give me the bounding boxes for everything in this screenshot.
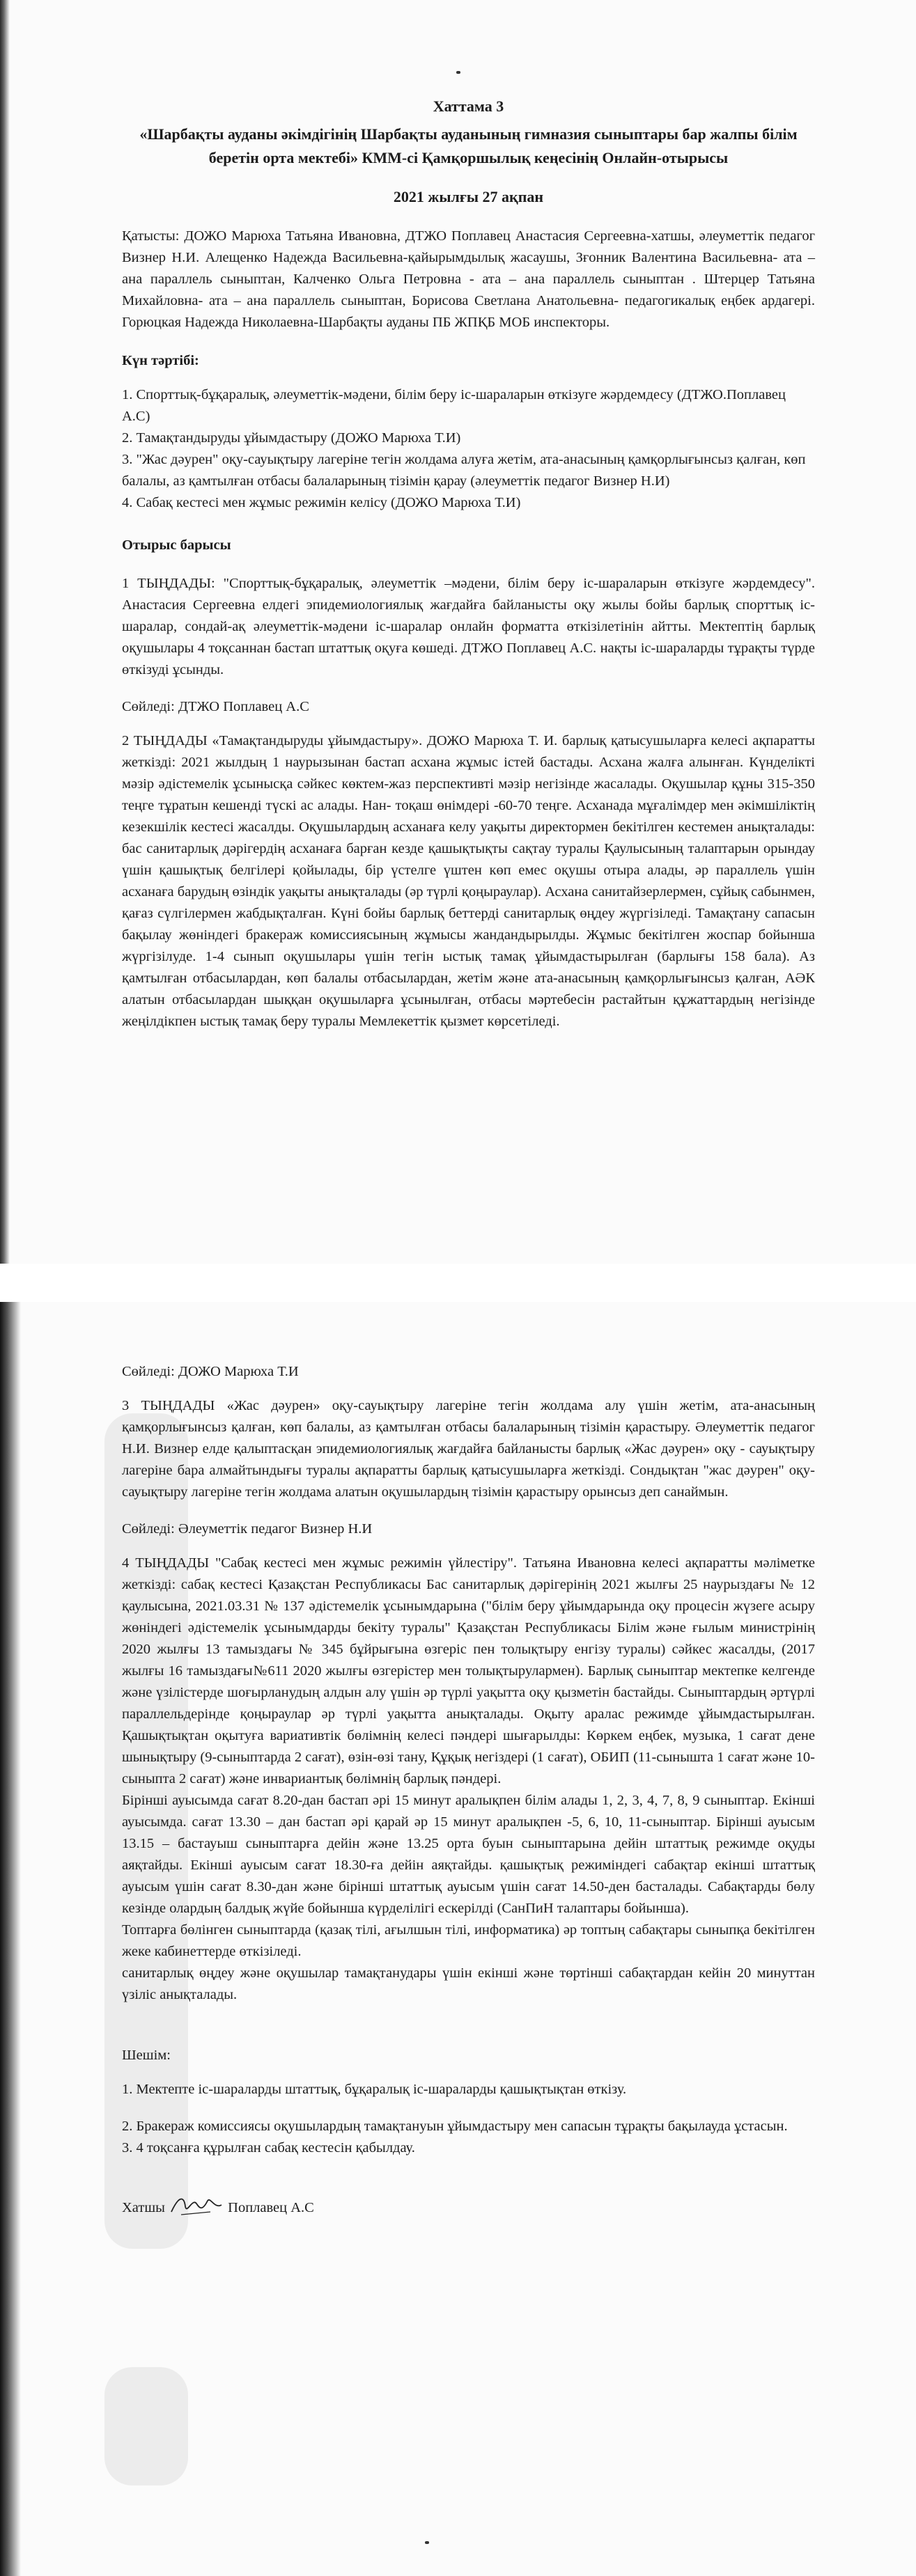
- document-page-2: [0, 1302, 916, 2576]
- agenda-item-4: 4. Сабақ кестесі мен жұмыс режимін келісу (ДОЖО Марюха Т.И): [122, 495, 521, 510]
- page-2-content: [122, 1361, 815, 2219]
- document-page-1: [0, 0, 916, 1264]
- proceedings-heading: Отырыс барысы: [122, 537, 231, 553]
- secretary-name: Поплавец А.С: [228, 2200, 314, 2215]
- agenda-heading: Күн тәртібі:: [122, 353, 199, 368]
- decision-heading: Шешім:: [122, 2048, 171, 2063]
- item-3-paragraph: 3 ТЫҢДАДЫ «Жас дәурен» оқу-сауықтыру лагеріне тегін жолдама алу үшін жетім, ата-анасының қамқорлығынсыз қалған, көп балалы, аз қамтылған отбасы балаларының тізімін қарастыру. Әлеуметтік педагог Н.И. Визнер елде қалыптасқан эпидемиологиялық жағдайға байланысты барлық «Жас дәурен» оқу - сауықтыру лагеріне бара алмайтындығы туралы ақпаратты барлық қатысушыларға жеткізді. Сондықтан "жас дәурен" оқу-сауықтыру лагеріне тегін жолдама алатын оқушылардың тізімін қарастыру орынсыз деп санаймын.: [122, 1398, 815, 1500]
- speaker-3: Сөйледі: Әлеуметтік педагог Визнер Н.И: [122, 1521, 373, 1537]
- decision-item-3: 3. 4 тоқсанға құрылған сабақ кестесін қабылдау.: [122, 2140, 415, 2155]
- meeting-date: 2021 жылғы 27 ақпан: [393, 188, 544, 205]
- page-gap: [0, 1264, 916, 1302]
- secretary-label: Хатшы: [122, 2200, 165, 2215]
- item-2-paragraph: 2 ТЫҢДАДЫ «Тамақтандыруды ұйымдастыру». ДОЖО Марюха Т. И. барлық қатысушыларға келесі ақпаратты жеткізді: 2021 жылдың 1 наурызынан бастап асхана жұмыс істей бастады. Асхана жалға алынған. Күнделікті мәзір әдістемелік ұсынысқа сәйкес көктем-жаз перспективті мәзір негізінде жасалады. Оқушылар құны 315-350 теңге тұратын кешенді түскі ас алады. Нан- тоқаш өнімдері -60-70 теңге. Асханада мұғалімдер мен әкімшіліктің кезекшілік кестесі жасалды. Оқушылардың асханаға келу уақыты директормен бекітілген кестемен анықталады: бас санитарлық дәрігердің асханаға барған кезде қашықтықты сақтау туралы Қаулысының талаптарын орындау үшін қашықтық белгілері қойылады, бір үстелге үштен көп емес оқушы отыра алады, әр параллель үшін асханаға барудың өзіндік уақыты анықталады (әр түрлі қоңыраулар). Асхана санитайзерлермен, сұйық сабынмен, қағаз сүлгілермен жабдықталған. Күні бойы барлық беттерді санитарлық өңдеу жүргізіледі. Тамақтану сапасын бақылау жөніндегі бракераж комиссиясының жұмысы жандандырылды. Жұмыс бекітілген жоспар бойынша жүргізілуде. 1-4 сынып оқушылары үшін тегін ыстық тамақ ұйымдастырылған (барлығы 158 бала). Аз қамтылған отбасылардан, көп балалы отбасылардан, жетім және ата-анасының қамқорлығынсыз қалған, АӘК алатын отбасылардан шыққан оқушыларға ұсынылған, отбасы мәртебесін растайтын құжаттардың негізінде жеңілдікпен ыстық тамақ беру туралы Мемлекеттік қызмет көрсетіледі.: [122, 733, 815, 1029]
- protocol-number: Хаттама 3: [433, 97, 504, 115]
- scan-smudge: [104, 2367, 188, 2485]
- decision-item-2: 2. Бракераж комиссиясы оқушылардың тамақтануын ұйымдастыру мен сапасын тұрақты бақылауда ұстасын.: [122, 2119, 788, 2134]
- handwritten-signature-icon: [169, 2191, 224, 2219]
- speaker-2: Сөйледі: ДОЖО Марюха Т.И: [122, 1364, 299, 1379]
- item-4-paragraph: 4 ТЫҢДАДЫ "Сабақ кестесі мен жұмыс режимін үйлестіру". Татьяна Ивановна келесі ақпаратты мәліметке жеткізді: сабақ кестесі Қазақстан Республикасы Бас санитарлық дәрігерінің 2021 жылғы 25 наурыздағы № 12 қаулысына, 2021.03.31 № 137 әдістемелік ұсынымдарына ("білім беру ұйымдарында оқу процесін жүзеге асыру жөніндегі әдістемелік ұсынымдарды бекіту туралы" Қазақстан Республикасы Білім және ғылым министрінің 2020 жылғы 13 тамыздағы № 345 бұйрығына өзгеріс пен толықтыру енгізу туралы) сәйкес жасалды, (2017 жылғы 16 тамыздағы№611 2020 жылғы өзгерістер мен толықтырулармен). Барлық сыныптар мектепке келгенде және үзілістерде шоғырланудың алдын алу үшін әр түрлі уақытта оқу қызметін бастайды. Сыныптардың әртүрлі параллельдерінде қоңыраулар әр түрлі уақытта анықталады. Оқыту аралас режимде ұйымдастырылған. Қашықтықтан оқытуға вариативтік бөлімнің келесі пәндері шығарылды: Көркем еңбек, музыка, 1 сағат дене шынықтыру (9-сыныптарда 2 сағат), өзін-өзі тану, Құқық негіздері (1 сағат), ОБИП (11-сынышта 1 сағат және 10-сыныпта 2 сағат) және инвариантық бөлімнің барлық пәндері. Бірінші ауысымда сағат 8.20-дан бастап әрі 15 минут аралықпен білім алады 1, 2, 3, 4, 7, 8, 9 сыныптар. Екінші ауысымда. сағат 13.30 – дан бастап әрі қарай әр 15 минут аралықпен -5, 6, 10, 11-сыныптар. Бірінші ауысым 13.15 – бастауыш сыныптарға дейін және 13.25 орта буын сыныптарына дейін штаттық режимде оқуды аяқтайды. Екінші ауысым сағат 18.30-ға дейін аяқтайды. қашықтық режиміндегі сабақтар екінші штаттық ауысым үшін сағат 8.30-дан және бірінші штаттық ауысым үшін сағат 14.50-ден басталады. Сабақтарды бөлу кезінде олардың балдық жүйе бойынша күрделілігі ескерілді (СанПиН талаптары бойынша). Топтарға бөлінген сыныптарда (қазақ тілі, ағылшын тілі, информатика) әр топтың сабақтары сыныпқа бекітілген жеке кабинеттерде өткізіледі. санитарлық өңдеу және оқушылар тамақтанудары үшін екінші және төртінші сабақтардан кейін 20 минуттан үзіліс анықталады.: [122, 1555, 815, 2002]
- agenda-item-1: 1. Спорттық-бұқаралық, әлеуметтік-мәдени, білім беру іс-шараларын өткізуге жәрдемдесу (ДТЖО.Поплавец А.С): [122, 387, 786, 424]
- item-1-paragraph: 1 ТЫҢДАДЫ: "Спорттық-бұқаралық, әлеуметтік –мәдени, білім беру іс-шараларын өткізуге жәрдемдесу". Анастасия Сергеевна елдегі эпидемиологиялық жағдайға байланысты оқу жылы бойы барлық спорттық іс-шаралар, сондай-ақ әлеуметтік-мәдени іс-шаралар онлайн форматта өткізілетінін айтты. Мектептің барлық оқушылары 4 тоқсаннан бастап штаттық оқуға көшеді. ДТЖО Поплавец А.С. нақты іс-шараларды тұрақты түрде өткізуді ұсынды.: [122, 576, 815, 677]
- speaker-1: Сөйледі: ДТЖО Поплавец А.С: [122, 699, 309, 714]
- scan-speck: [425, 2541, 429, 2544]
- attendees-paragraph: Қатысты: ДОЖО Марюха Татьяна Ивановна, ДТЖО Поплавец Анастасия Сергеевна-хатшы, әлеуметтік педагог Визнер Н.И. Алещенко Надежда Васильевна-қайырымдылық жасаушы, Зғонник Валентина Васильевна- ата – ана параллель сыныптан, Калченко Ольга Петровна - ата – ана параллель сыныптан . Штерцер Татьяна Михайловна- ата – ана параллель сыныптан, Борисова Светлана Анатольевна- педагогикалық еңбек ардагері. Горюцкая Надежда Николаевна-Шарбақты ауданы ПБ ЖПҚБ МОБ инспекторы.: [122, 228, 815, 330]
- page-1-content: [122, 97, 815, 1032]
- decision-item-1: 1. Мектепте іс-шараларды штаттық, бұқаралық іс-шараларды қашықтықтан өткізу.: [122, 2082, 627, 2097]
- scan-speck: [456, 71, 460, 74]
- scan-edge-shadow: [0, 0, 10, 1264]
- agenda-item-2: 2. Тамақтандыруды ұйымдастыру (ДОЖО Марюха Т.И): [122, 430, 461, 446]
- signature-line: [122, 2191, 815, 2219]
- agenda-item-3: 3. "Жас дәурен" оқу-сауықтыру лагеріне тегін жолдама алуға жетім, ата-анасының қамқорлығынсыз қалған, көп балалы, аз қамтылған отбасы балаларының тізімін қарау (әлеуметтік педагог Визнер Н.И): [122, 452, 806, 489]
- scan-edge-shadow: [0, 1302, 21, 2576]
- document-title: «Шарбақты ауданы әкімдігінің Шарбақты ауданының гимназия сыныптары бар жалпы білім беретін орта мектебі» КММ-сі Қамқоршылық кеңесінің Онлайн-отырысы: [139, 125, 798, 166]
